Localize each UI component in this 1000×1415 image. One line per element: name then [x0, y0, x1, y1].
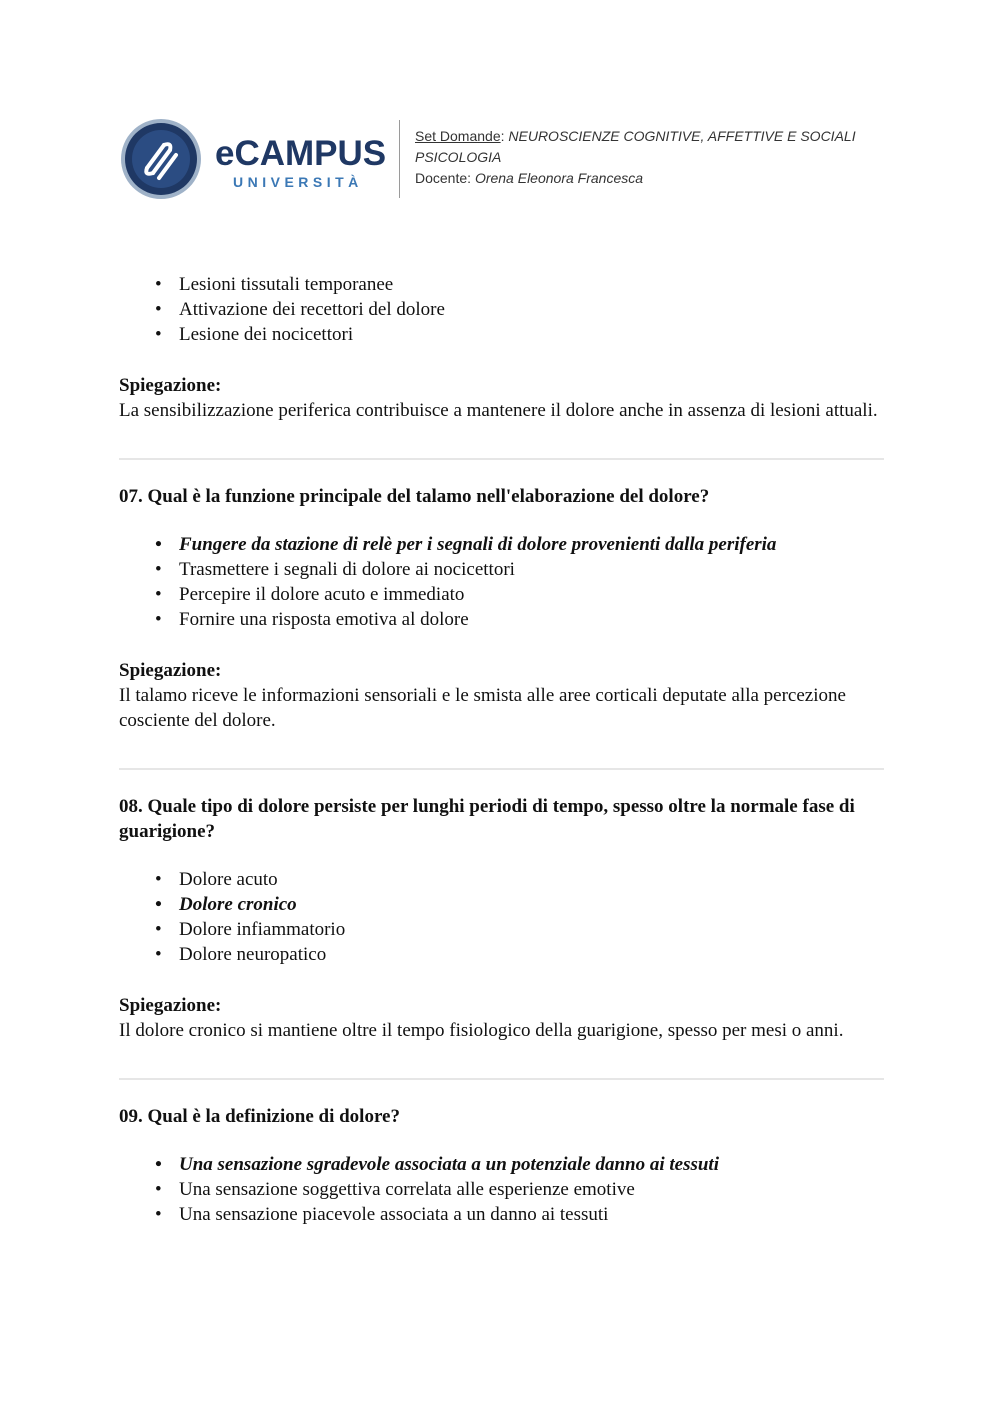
explanation-label: Spiegazione: — [119, 375, 222, 396]
question-title: 07. Qual è la funzione principale del talamo nell'elaborazione del dolore? — [119, 486, 710, 507]
logo-word: eCAMPUS — [215, 134, 387, 173]
explanation-text: Il dolore cronico si mantiene oltre il tempo fisiologico della guarigione, spesso per mesi o anni. — [119, 1020, 844, 1041]
separator — [119, 1078, 884, 1080]
explanation-label: Spiegazione: — [119, 660, 222, 681]
option-item: • Fornire una risposta emotiva al dolore — [155, 607, 884, 632]
teacher-line — [415, 168, 895, 189]
header-info — [415, 126, 895, 189]
question-title: 08. Quale tipo di dolore persiste per lunghi periodi di tempo, spesso oltre la normale fase di guarigione? — [119, 796, 855, 842]
set-value: NEUROSCIENZE COGNITIVE, AFFETTIVE E SOCIALI — [508, 128, 856, 144]
option-item: • Dolore neuropatico — [155, 942, 884, 967]
option-item: • Percepire il dolore acuto e immediato — [155, 582, 884, 607]
teacher-label: Docente: — [415, 170, 472, 186]
header-divider — [399, 120, 400, 198]
explanation-text: La sensibilizzazione periferica contribuisce a mantenere il dolore anche in assenza di lesioni attuali. — [119, 400, 878, 421]
option-item-correct: • Fungere da stazione di relè per i segnali di dolore provenienti dalla periferia — [155, 532, 884, 557]
option-item: • Dolore infiammatorio — [155, 917, 884, 942]
option-item-correct: • Dolore cronico — [155, 892, 884, 917]
option-item: • Attivazione dei recettori del dolore — [155, 297, 884, 322]
course-name: PSICOLOGIA — [415, 149, 502, 165]
question-title: 09. Qual è la definizione di dolore? — [119, 1106, 400, 1127]
options-list — [119, 867, 884, 967]
option-item: • Una sensazione soggettiva correlata alle esperienze emotive — [155, 1177, 884, 1202]
teacher-value: Orena Eleonora Francesca — [474, 170, 644, 186]
option-item: • Dolore acuto — [155, 867, 884, 892]
page-content — [119, 272, 884, 1227]
explanation-text: Il talamo riceve le informazioni sensoriali e le smista alle aree corticali deputate alla percezione cosciente del dolore. — [119, 685, 846, 731]
options-list — [119, 1152, 884, 1227]
explanation-label: Spiegazione: — [119, 995, 222, 1016]
options-list — [119, 532, 884, 632]
set-line: Set Domande: NEUROSCIENZE COGNITIVE, AFFETTIVE E SOCIALI — [415, 128, 856, 144]
option-item: • Lesione dei nocicettori — [155, 322, 884, 347]
separator — [119, 768, 884, 770]
option-item-correct: • Una sensazione sgradevole associata a un potenziale danno ai tessuti — [155, 1152, 884, 1177]
page-header — [120, 118, 890, 202]
option-item: • Una sensazione piacevole associata a un danno ai tessuti — [155, 1202, 884, 1227]
options-list — [119, 272, 884, 347]
option-item: • Trasmettere i segnali di dolore ai nocicettori — [155, 557, 884, 582]
logo-subtitle: UNIVERSITÀ — [233, 174, 363, 190]
option-item: • Lesioni tissutali temporanee — [155, 272, 884, 297]
ecampus-logo-icon — [120, 118, 202, 200]
logo-wordmark — [215, 136, 386, 190]
set-label: Set Domande — [415, 128, 501, 144]
separator — [119, 458, 884, 460]
